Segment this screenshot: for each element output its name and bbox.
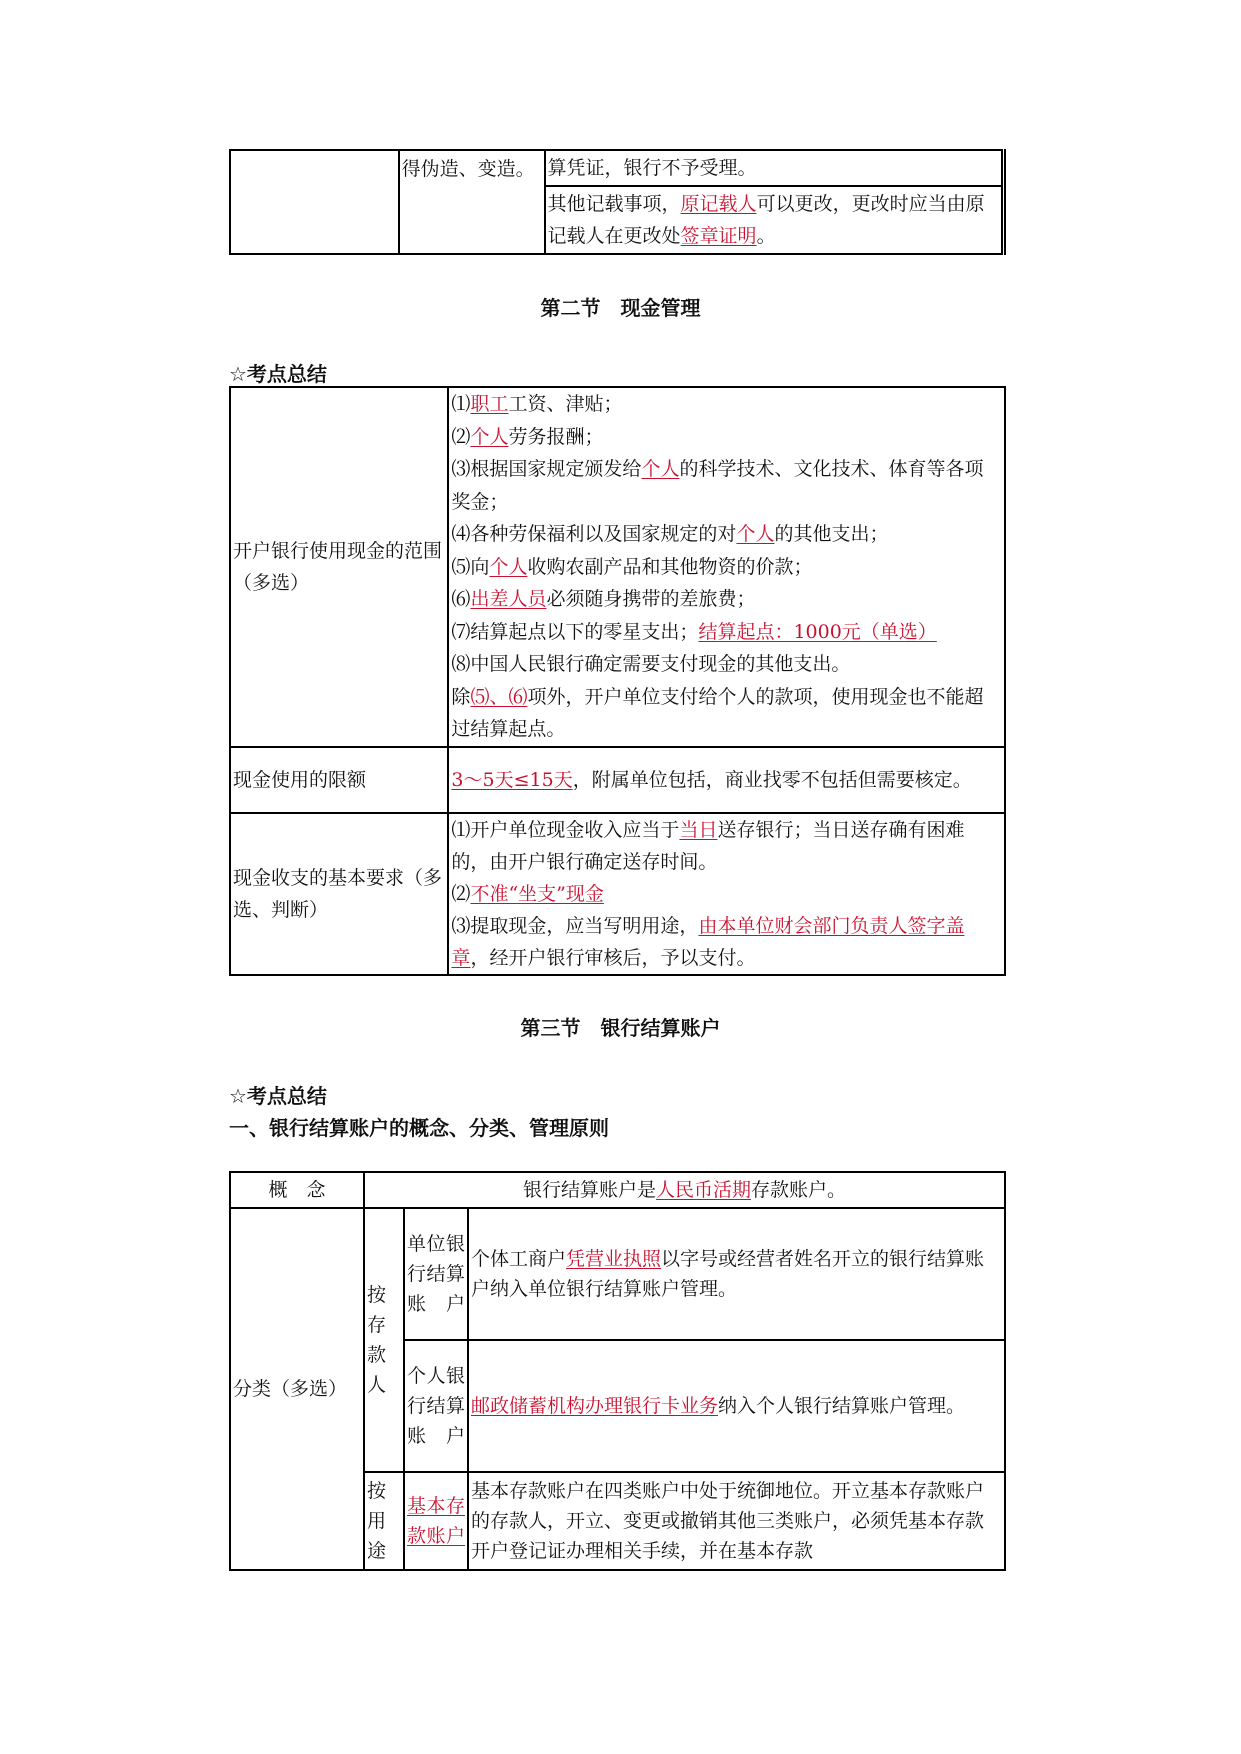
table-top-row1: 算凭证，银行不予受理。 bbox=[545, 150, 1004, 186]
table-top bbox=[229, 149, 1006, 255]
personal-account-label: 个人银行结算账户 bbox=[404, 1340, 468, 1472]
scope-item: ⑵个人劳务报酬； bbox=[451, 425, 604, 448]
by-use-label: 按用途 bbox=[364, 1472, 404, 1570]
table-bank-accounts bbox=[229, 1171, 1006, 1571]
table-top-row2: 其他记载事项，原记载人可以更改，更改时应当由原记载人在更改处签章证明。 bbox=[545, 186, 1004, 254]
scope-item: ⑺结算起点以下的零星支出；结算起点：1000元（单选） bbox=[451, 620, 937, 643]
classification-label: 分类（多选） bbox=[230, 1208, 364, 1570]
table-top-empty-cell bbox=[230, 150, 399, 254]
section3-summary: ☆考点总结 bbox=[229, 1084, 327, 1108]
requirements-label: 现金收支的基本要求（多选、判断） bbox=[230, 813, 448, 975]
basic-account-text: 基本存款账户在四类账户中处于统御地位。开立基本存款账户的存款人，开立、变更或撤销其他三类账户，必须凭基本存款开户登记证办理相关手续，并在基本存款 bbox=[468, 1472, 1005, 1570]
scope-item: ⑻中国人民银行确定需要支付现金的其他支出。 bbox=[451, 653, 851, 676]
unit-account-label: 单位银行结算账户 bbox=[404, 1208, 468, 1340]
scope-label: 开户银行使用现金的范围（多选） bbox=[230, 387, 448, 747]
unit-account-text: 个体工商户凭营业执照以字号或经营者姓名开立的银行结算账户纳入单位银行结算账户管理。 bbox=[468, 1208, 1005, 1340]
scope-content bbox=[448, 387, 1005, 747]
table-top-col2: 得伪造、变造。 bbox=[399, 150, 545, 254]
scope-item: ⑶根据国家规定颁发给个人的科学技术、文化技术、体育等各项奖金； bbox=[451, 458, 984, 513]
scope-item: ⑹出差人员必须随身携带的差旅费； bbox=[451, 588, 756, 611]
requirements-content bbox=[448, 813, 1005, 975]
table-cash-management bbox=[229, 386, 1006, 976]
by-depositor-label: 按存款人 bbox=[364, 1208, 404, 1472]
section3-subheading: 一、银行结算账户的概念、分类、管理原则 bbox=[229, 1116, 609, 1140]
limit-label: 现金使用的限额 bbox=[230, 747, 448, 813]
personal-account-text: 邮政储蓄机构办理银行卡业务纳入个人银行结算账户管理。 bbox=[468, 1340, 1005, 1472]
scope-item: ⑴职工工资、津贴； bbox=[451, 393, 623, 416]
scope-item: ⑸向个人收购农副产品和其他物资的价款； bbox=[451, 555, 813, 578]
scope-item: ⑷各种劳保福利以及国家规定的对个人的其他支出； bbox=[451, 523, 889, 546]
section3-title: 第三节 银行结算账户 bbox=[520, 1016, 721, 1040]
section2-summary: ☆考点总结 bbox=[229, 362, 327, 386]
basic-account-label: 基本存款账户 bbox=[404, 1472, 468, 1570]
section2-title: 第二节 现金管理 bbox=[540, 296, 701, 320]
requirement-item: ⑴开户单位现金收入应当于当日送存银行；当日送存确有困难的，由开户银行确定送存时间。 bbox=[451, 819, 965, 873]
limit-content: 3～5天≤15天，附属单位包括，商业找零不包括但需要核定。 bbox=[448, 747, 1005, 813]
requirement-item: ⑵不准“坐支”现金 bbox=[451, 883, 604, 905]
scope-item: 除⑸、⑹项外，开户单位支付给个人的款项，使用现金也不能超过结算起点。 bbox=[451, 685, 984, 741]
requirement-item: ⑶提取现金，应当写明用途，由本单位财会部门负责人签字盖章，经开户银行审核后，予以支付。 bbox=[451, 915, 965, 969]
concept-label: 概 念 bbox=[230, 1172, 364, 1208]
concept-content: 银行结算账户是人民币活期存款账户。 bbox=[364, 1172, 1005, 1208]
